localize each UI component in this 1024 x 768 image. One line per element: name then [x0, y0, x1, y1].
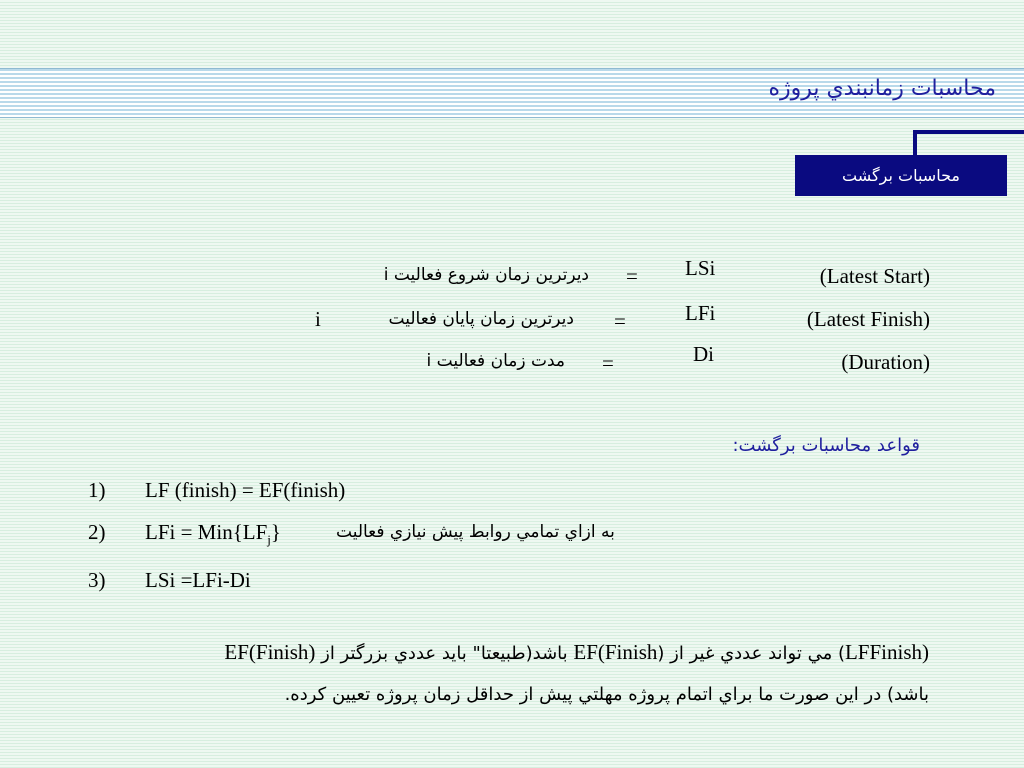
definition-farsi-duration: مدت زمان فعاليت i — [426, 351, 565, 371]
rule-formula-2: LFi = $Min\{LF_j\}$ — [145, 520, 281, 548]
rule-number-2: 2) — [88, 520, 106, 544]
definition-equals-1: = — [626, 264, 638, 288]
definition-symbol-lfi: LFi — [685, 301, 716, 325]
rules-heading: قواعد محاسبات برگشت: — [732, 435, 920, 456]
note-line-1: (LFFinish) مي تواند عددي غير از EF(Finish) باشد(طبيعتا" بايد عددي بزرگتر از EF(Finish) — [224, 640, 929, 664]
definition-farsi-latest-start: ديرترين زمان شروع فعاليت i — [383, 265, 589, 285]
note-line-2: باشد) در اين صورت ما براي اتمام پروژه مهلتي پيش از حداقل زمان پروژه تعيين كرده. — [284, 684, 929, 705]
definition-farsi-latest-finish: ديرترين زمان پايان فعاليت — [388, 309, 574, 329]
definition-symbol-di: Di — [693, 342, 714, 366]
slide-title: محاسبات زمانبندي پروژه — [768, 76, 996, 101]
definition-english-latest-start: (Latest Start) — [819, 264, 930, 288]
rule-formula-1: LF (finish) = EF(finish) — [145, 478, 346, 502]
rule-number-1: 1) — [88, 478, 106, 502]
section-frame — [913, 130, 1024, 156]
rule-farsi-2: به ازاي تمامي روابط پيش نيازي فعاليت — [336, 522, 615, 542]
definition-equals-3: = — [602, 351, 614, 375]
rule-formula-3: LSi =LFi-Di — [145, 568, 251, 592]
definition-english-latest-finish: (Latest Finish) — [806, 307, 930, 331]
definition-farsi-variable: i — [315, 307, 321, 331]
rule-number-3: 3) — [88, 568, 106, 592]
definition-english-duration: (Duration) — [841, 350, 930, 374]
definition-symbol-lsi: LSi — [685, 256, 716, 280]
section-label: محاسبات برگشت — [795, 155, 1007, 196]
definition-equals-2: = — [614, 309, 626, 333]
